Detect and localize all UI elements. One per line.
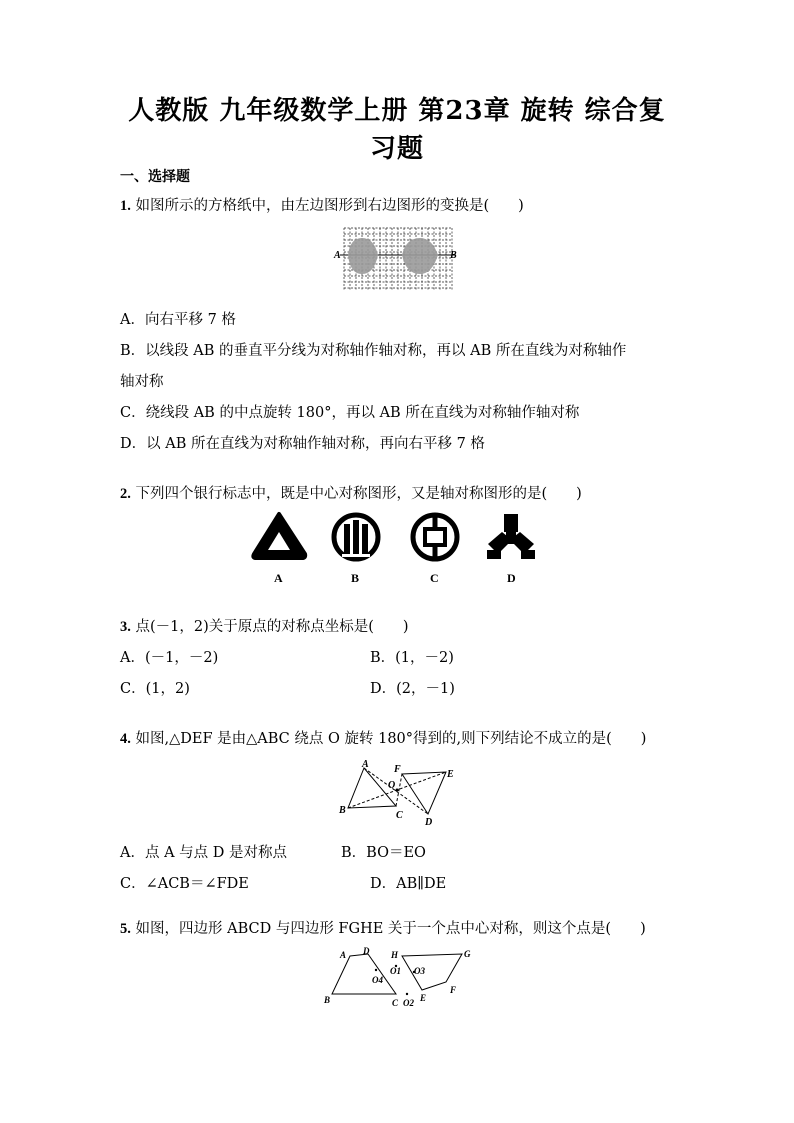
q4-option-b: B．BO＝EO [341, 845, 426, 861]
q5-label-e: E [420, 993, 427, 1003]
q5-label-o3: O3 [414, 966, 425, 976]
logo-label-c: C [430, 571, 439, 585]
right-shape [402, 238, 438, 274]
q1-option-d: D．以 AB 所在直线为对称轴作轴对称，再向右平移 7 格 [120, 436, 485, 452]
q4-label-c: C [396, 810, 403, 821]
question-4-stem [120, 727, 646, 748]
question-2-text: 下列四个银行标志中，既是中心对称图形，又是轴对称图形的是( ) [135, 486, 582, 502]
q4-label-d: D [425, 817, 433, 828]
q1-option-b: B．以线段 AB 的垂直平分线为对称轴作轴对称，再以 AB 所在直线为对称轴作 [120, 343, 627, 359]
q1-label-b: B [450, 250, 457, 261]
q1-option-b-cont: 轴对称 [120, 374, 164, 390]
q4-rotation-figure [336, 758, 466, 830]
q4-label-b: B [339, 805, 346, 816]
logo-b [334, 515, 378, 559]
question-3-stem [120, 615, 409, 636]
q5-label-c: C [392, 998, 399, 1008]
question-5-number: 5. [120, 921, 131, 937]
question-5-stem [120, 917, 646, 938]
logo-label-b: B [351, 571, 360, 585]
question-1-stem [120, 194, 524, 215]
logo-label-d: D [507, 571, 516, 585]
q3-option-c: C．(1，2) [120, 681, 190, 697]
q2-logos-figure [250, 510, 550, 590]
q4-label-o: O [388, 780, 396, 791]
q5-quadrilaterals-figure [318, 944, 478, 1014]
question-3-text: 点(－1，2)关于原点的对称点坐标是( ) [135, 619, 409, 635]
logo-c [413, 515, 457, 559]
document-title [100, 92, 694, 168]
q1-grid-figure [332, 224, 462, 294]
q4-option-c: C．∠ACB＝∠FDE [120, 876, 249, 892]
q4-option-a: A．点 A 与点 D 是对称点 [120, 845, 288, 861]
q5-label-a: A [340, 950, 347, 960]
q5-label-g: G [464, 949, 471, 959]
logo-a [253, 514, 305, 558]
q4-option-d: D．AB∥DE [370, 876, 447, 892]
q5-label-o2: O2 [403, 998, 414, 1008]
section-heading: 一、选择题 [120, 169, 190, 185]
title-line-2: 习题 [369, 134, 424, 164]
q4-label-e: E [447, 769, 454, 780]
q3-option-a: A．(－1，－2) [120, 650, 219, 666]
q1-label-a: A [334, 250, 341, 261]
question-4-number: 4. [120, 731, 131, 747]
question-3-number: 3. [120, 619, 131, 635]
question-5-text: 如图，四边形 ABCD 与四边形 FGHE 关于一个点中心对称，则这个点是( ) [135, 921, 646, 937]
question-2-stem [120, 482, 582, 503]
q5-label-f: F [450, 985, 457, 995]
q5-label-o4: O4 [372, 975, 383, 985]
question-2-number: 2. [120, 486, 131, 502]
logo-label-a: A [274, 571, 283, 585]
title-line-1: 人教版 九年级数学上册 第23章 旋转 综合复 [128, 96, 666, 126]
question-4-text: 如图,△DEF 是由△ABC 绕点 O 旋转 180°得到的,则下列结论不成立的是( ) [135, 731, 647, 747]
q1-option-a: A．向右平移 7 格 [120, 312, 236, 328]
q3-option-d: D．(2，－1) [370, 681, 455, 697]
q5-label-b: B [324, 995, 331, 1005]
q5-label-o1: O1 [390, 966, 401, 976]
q5-label-h: H [391, 950, 399, 960]
q4-label-f: F [394, 764, 401, 775]
question-1-text: 如图所示的方格纸中，由左边图形到右边图形的变换是( ) [135, 198, 524, 214]
q3-option-b: B．(1，－2) [370, 650, 454, 666]
q4-label-a: A [362, 759, 369, 770]
q5-label-d: D [363, 946, 370, 956]
left-shape [348, 238, 378, 274]
q1-option-c: C．绕线段 AB 的中点旋转 180°，再以 AB 所在直线为对称轴作轴对称 [120, 405, 580, 421]
question-1-number: 1. [120, 198, 131, 214]
logo-d [487, 514, 535, 559]
